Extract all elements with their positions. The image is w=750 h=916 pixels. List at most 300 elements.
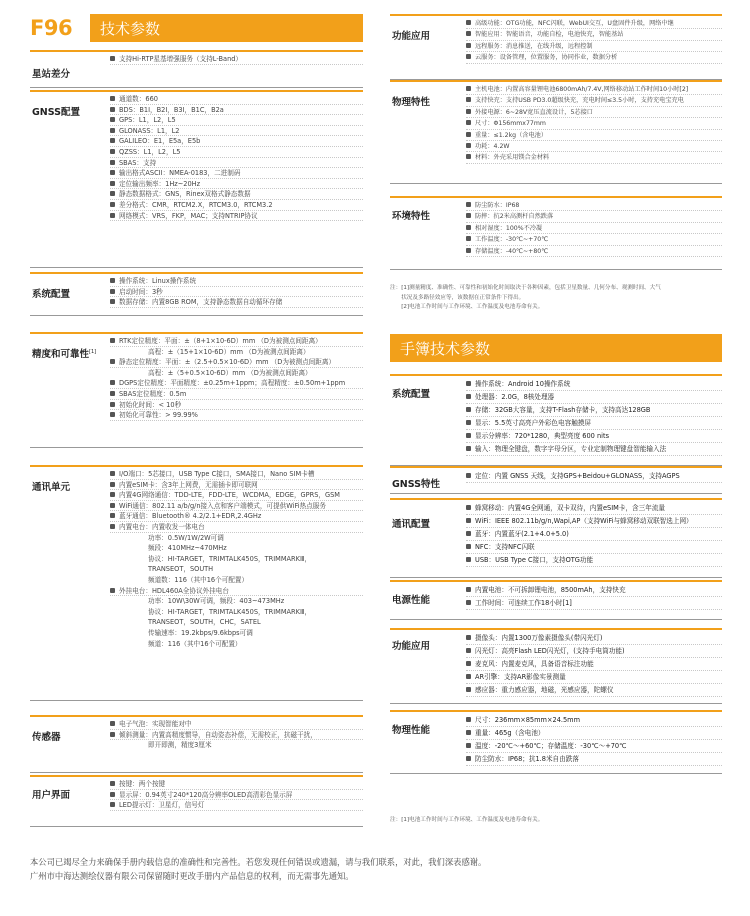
bullet-icon xyxy=(110,503,115,508)
spec-row xyxy=(110,554,363,565)
note-line: [2]电池工作时间与工作环境、工作温度及电池寿命有关。 xyxy=(390,304,544,310)
bullet-icon xyxy=(466,86,471,91)
spec-text: 材料：外壳采用镁合金材料 xyxy=(475,154,550,162)
spec-row xyxy=(110,147,363,158)
spec-section xyxy=(30,465,363,701)
spec-text: 功率：0.5W/1W/2W可调 xyxy=(148,533,224,542)
spec-row xyxy=(466,141,722,152)
section-label xyxy=(392,386,430,400)
spec-text: 定位输出频率：1Hz~20Hz xyxy=(119,179,201,188)
spec-text: 功耗：4.2W xyxy=(475,142,510,150)
bullet-icon xyxy=(466,518,471,523)
bullet-icon xyxy=(110,732,115,737)
spec-row xyxy=(110,378,363,389)
section-top-rule xyxy=(30,465,363,467)
bullet-icon xyxy=(110,721,115,726)
note-line: 状况及多路径效应等，该数据在正常条件下得出。 xyxy=(390,294,525,301)
spec-section xyxy=(390,14,722,80)
spec-row xyxy=(110,336,363,347)
section-label xyxy=(392,722,430,736)
spec-text: 处理器：2.0G，8核处理器 xyxy=(475,393,555,401)
spec-text: WiFi通信：802.11 a/b/g/n接入点和客户端模式，可提供WiFi热点服务 xyxy=(119,501,326,510)
bullet-icon xyxy=(466,248,471,253)
spec-text: 高程：±（5+0.5×10-6D）mm （D为被测点间距离） xyxy=(148,368,312,377)
spec-text: I/O端口：5芯接口，USB Type C接口，SMA接口，Nano SIM卡槽 xyxy=(119,470,315,478)
spec-row xyxy=(466,515,722,528)
spec-row xyxy=(110,617,363,628)
spec-text: 内置4G网络通信：TDD-LTE，FDD-LTE，WCDMA，EDGE，GPRS，GSM xyxy=(119,491,340,500)
spec-text: TRANSEOT，SOUTH，CHC，SATEL xyxy=(148,618,261,627)
bullet-icon xyxy=(110,56,115,61)
spec-text: 工作温度：-30℃~+70℃ xyxy=(475,236,549,244)
bullet-icon xyxy=(466,236,471,241)
spec-section xyxy=(30,775,363,827)
bullet-icon xyxy=(466,225,471,230)
spec-row xyxy=(110,357,363,368)
spec-notes xyxy=(390,284,730,313)
spec-text: 蓝牙：内置蓝牙(2.1+4.0+5.0) xyxy=(475,530,569,538)
bullet-icon xyxy=(110,160,115,165)
spec-text: 重量：465g（含电池） xyxy=(475,729,545,737)
spec-row xyxy=(110,94,363,105)
spec-row xyxy=(466,52,722,63)
spec-row xyxy=(110,779,363,790)
section-rows xyxy=(110,719,363,751)
handbook-note: 注：[1]电池工作时间与工作环境、工作温度及电池寿命有关。 xyxy=(390,817,544,823)
section-label-text: 物理性能 xyxy=(392,725,431,736)
spec-row xyxy=(466,727,722,740)
bullet-icon xyxy=(466,600,471,605)
bullet-icon xyxy=(466,544,471,549)
spec-text: GLONASS：L1，L2 xyxy=(119,126,180,135)
spec-text: LED提示灯：卫星灯，信号灯 xyxy=(119,801,205,810)
section-label xyxy=(32,346,96,360)
spec-text: 功率：10W\30W可调，频段：403~473MHz xyxy=(148,597,285,606)
spec-row xyxy=(466,671,722,684)
spec-row xyxy=(110,469,363,480)
section-label-text: 功能应用 xyxy=(392,641,431,652)
section-bottom-rule xyxy=(390,577,722,578)
spec-row xyxy=(110,126,363,137)
bullet-icon xyxy=(466,97,471,102)
section-bottom-rule xyxy=(30,700,363,701)
section-label xyxy=(32,729,61,743)
bullet-icon xyxy=(466,394,471,399)
disclaimer-footer xyxy=(30,855,730,883)
section-rows xyxy=(466,18,722,64)
section-bottom-rule xyxy=(390,619,722,620)
spec-text: 初始化时间：< 10秒 xyxy=(119,400,182,409)
bullet-icon xyxy=(110,391,115,396)
model-name: F96 xyxy=(30,16,73,40)
spec-text: 高程：±（15+1×10-6D）mm （D为被测点间距离） xyxy=(148,347,310,356)
spec-text: 显示分辨率：720*1280，典型亮度 600 nits xyxy=(475,432,610,440)
spec-row xyxy=(110,522,363,533)
spec-text: NFC：支持NFC闪联 xyxy=(475,543,535,551)
bullet-icon xyxy=(110,802,115,807)
bullet-icon xyxy=(466,143,471,148)
handbook-section xyxy=(390,498,722,578)
spec-row xyxy=(466,391,722,404)
spec-text: TRANSEOT，SOUTH xyxy=(148,565,214,574)
spec-section xyxy=(390,196,722,270)
section-label-text: 精度和可靠性 xyxy=(32,349,90,360)
spec-text: 蓝牙通信：Bluetooth® 4.2/2.1+EDR,2.4GHz xyxy=(119,512,262,521)
section-rows xyxy=(466,470,722,483)
bullet-icon xyxy=(110,96,115,101)
spec-row xyxy=(466,417,722,430)
spec-row xyxy=(466,597,722,610)
spec-text: 输出格式ASCII：NMEA-0183，二进制码 xyxy=(119,169,241,178)
spec-row xyxy=(110,400,363,411)
spec-row xyxy=(110,586,363,597)
section-label xyxy=(392,592,430,606)
section-top-rule xyxy=(30,332,363,334)
bullet-icon xyxy=(466,31,471,36)
bullet-icon xyxy=(110,278,115,283)
spec-section xyxy=(30,50,363,88)
spec-row xyxy=(110,800,363,811)
spec-row xyxy=(466,753,722,766)
bullet-icon xyxy=(110,338,115,343)
spec-row xyxy=(466,130,722,141)
spec-header xyxy=(30,14,363,42)
bullet-icon xyxy=(110,781,115,786)
spec-text: 温度：-20℃～+60℃；存储温度：-30℃～+70℃ xyxy=(475,742,627,750)
section-top-rule xyxy=(30,775,363,777)
spec-text: 重量：≤1.2kg（含电池） xyxy=(475,131,548,139)
bullet-icon xyxy=(466,109,471,114)
spec-row xyxy=(110,543,363,554)
spec-text: 摄像头：内置1300万像素摄像头(带闪光灯) xyxy=(475,634,603,642)
spec-row xyxy=(466,107,722,118)
section-bottom-rule xyxy=(30,826,363,827)
spec-row xyxy=(466,740,722,753)
section-label-text: 通讯配置 xyxy=(392,519,431,530)
spec-text: GPS：L1，L2，L5 xyxy=(119,116,176,125)
spec-row xyxy=(466,118,722,129)
bullet-icon xyxy=(110,471,115,476)
bullet-icon xyxy=(466,20,471,25)
bullet-icon xyxy=(110,191,115,196)
spec-row xyxy=(110,211,363,222)
section-label-text: 物理特性 xyxy=(392,97,431,108)
section-label xyxy=(392,516,430,530)
handbook-section xyxy=(390,710,722,774)
section-label-text: 系统配置 xyxy=(32,289,71,300)
bullet-icon xyxy=(466,531,471,536)
section-bottom-rule xyxy=(390,703,722,704)
section-label-text: 星站差分 xyxy=(32,69,71,80)
bullet-icon xyxy=(110,202,115,207)
section-label-text: 用户界面 xyxy=(32,790,71,801)
spec-row xyxy=(466,84,722,95)
section-label xyxy=(392,476,440,490)
section-rows xyxy=(466,84,722,164)
section-label-text: 环境特性 xyxy=(392,211,431,222)
section-label xyxy=(32,104,80,118)
bullet-icon xyxy=(466,661,471,666)
section-rows xyxy=(466,632,722,697)
spec-section xyxy=(390,80,722,184)
bullet-icon xyxy=(110,380,115,385)
spec-text: 数据存储：内置8GB ROM，支持静态数据自动循环存储 xyxy=(119,298,283,307)
spec-row xyxy=(110,158,363,169)
spec-text: 麦克风：内置麦克风，具备语音标注功能 xyxy=(475,660,594,668)
spec-row xyxy=(466,584,722,597)
spec-text: 定位：内置 GNSS 天线，支持GPS+Beidou+GLONASS，支持AGPS xyxy=(475,472,680,480)
spec-row xyxy=(466,200,722,211)
bullet-icon xyxy=(466,756,471,761)
section-rows xyxy=(110,276,363,308)
spec-text: 防摔：抗2米高测杆自然跌落 xyxy=(475,213,554,221)
section-top-rule xyxy=(390,14,722,16)
spec-row xyxy=(110,105,363,116)
bullet-icon xyxy=(110,299,115,304)
spec-row xyxy=(110,200,363,211)
spec-row xyxy=(466,95,722,106)
spec-row xyxy=(110,276,363,287)
spec-text: 协议：HI-TARGET，TRIMTALK450S，TRIMMARKⅢ， xyxy=(148,607,312,616)
bullet-icon xyxy=(466,420,471,425)
spec-text: 防尘防水：IP68 xyxy=(475,202,520,209)
spec-row xyxy=(466,211,722,222)
section-label xyxy=(32,787,70,801)
bullet-icon xyxy=(110,149,115,154)
spec-text: 网络模式：VRS，FKP，MAC；支持NTRIP协议 xyxy=(119,211,258,220)
spec-row xyxy=(110,639,363,650)
spec-row xyxy=(110,575,363,586)
spec-text: 支持快充：支持USB PD3.0超级快充，充电时间≤3.5小时，支持充电宝充电 xyxy=(475,97,684,105)
bullet-icon xyxy=(466,433,471,438)
section-label xyxy=(392,28,430,42)
section-top-rule xyxy=(390,710,722,712)
spec-text: 云服务：设备管理，位置服务，协同作业，数据分析 xyxy=(475,54,618,62)
spec-row xyxy=(466,645,722,658)
section-label-text: GNSS配置 xyxy=(32,107,81,118)
spec-row xyxy=(110,719,363,730)
spec-row xyxy=(110,533,363,544)
spec-row xyxy=(110,480,363,491)
bullet-icon xyxy=(466,505,471,510)
spec-text: 频道数：116（其中16个可配置） xyxy=(148,575,249,584)
spec-text: 尺寸：Φ156mmx77mm xyxy=(475,120,546,128)
spec-text: AR引擎：支持AR影像实景测量 xyxy=(475,673,566,681)
section-top-rule xyxy=(30,272,363,274)
spec-row xyxy=(110,628,363,639)
spec-row xyxy=(466,430,722,443)
handbook-header xyxy=(390,334,722,362)
spec-text: 操作系统：Linux操作系统 xyxy=(119,277,197,285)
spec-title: 技术参数 xyxy=(90,14,363,42)
spec-text: 即开即测，精度3厘米 xyxy=(148,741,212,750)
bullet-icon xyxy=(466,743,471,748)
spec-text: 操作系统：Android 10操作系统 xyxy=(475,380,571,388)
bullet-icon xyxy=(110,289,115,294)
bullet-icon xyxy=(110,128,115,133)
bullet-icon xyxy=(466,674,471,679)
section-rows xyxy=(466,714,722,766)
bullet-icon xyxy=(110,170,115,175)
section-bottom-rule xyxy=(30,267,363,268)
spec-row xyxy=(110,730,363,741)
handbook-section xyxy=(390,466,722,494)
spec-row xyxy=(466,223,722,234)
spec-row xyxy=(466,152,722,163)
section-bottom-rule xyxy=(390,493,722,494)
section-rows xyxy=(110,54,363,65)
section-rows xyxy=(466,200,722,257)
bullet-icon xyxy=(466,120,471,125)
spec-section xyxy=(30,715,363,773)
footer-line: 广州市中海达测绘仪器有限公司保留随时更改手册内产品信息的权利，而无需事先通知。 xyxy=(30,871,354,881)
bullet-icon xyxy=(110,513,115,518)
bullet-icon xyxy=(110,792,115,797)
section-bottom-rule xyxy=(30,447,363,448)
bullet-icon xyxy=(466,557,471,562)
spec-row xyxy=(110,179,363,190)
spec-row xyxy=(110,389,363,400)
section-rows xyxy=(466,502,722,567)
spec-row xyxy=(110,790,363,801)
spec-row xyxy=(466,378,722,391)
bullet-icon xyxy=(466,213,471,218)
spec-row xyxy=(110,297,363,308)
footer-line: 本公司已竭尽全力来确保手册内载信息的准确性和完善性。若您发现任何错误或遗漏，请与我们联系，对此，我们深表感谢。 xyxy=(30,857,487,867)
spec-text: SBAS：支持 xyxy=(119,158,157,167)
bullet-icon xyxy=(466,446,471,451)
section-bottom-rule xyxy=(30,315,363,316)
bullet-icon xyxy=(110,482,115,487)
bullet-icon xyxy=(466,587,471,592)
section-top-rule xyxy=(390,628,722,630)
spec-row xyxy=(110,54,363,65)
spec-text: 电子气泡：实现智能对中 xyxy=(119,720,192,728)
footnote-marker: [1] xyxy=(89,348,97,355)
bullet-icon xyxy=(110,213,115,218)
section-top-rule xyxy=(390,374,722,376)
section-bottom-rule xyxy=(30,87,363,88)
bullet-icon xyxy=(110,588,115,593)
spec-row xyxy=(466,41,722,52)
spec-row xyxy=(110,136,363,147)
spec-row xyxy=(466,554,722,567)
bullet-icon xyxy=(110,181,115,186)
spec-row xyxy=(110,607,363,618)
spec-text: 内置eSIM卡：含3年上网费，无需插卡即可联网 xyxy=(119,480,258,489)
section-top-rule xyxy=(30,90,363,92)
spec-text: 内置电池：不可拆卸锂电池，8500mAh，支持快充 xyxy=(475,586,626,594)
spec-text: WiFi：IEEE 802.11b/g/n,Wapi,AP（支持WiFi与蜂窝移动双联智选上网） xyxy=(475,517,693,525)
bullet-icon xyxy=(466,54,471,59)
bullet-icon xyxy=(110,107,115,112)
spec-row xyxy=(466,502,722,515)
spec-text: 内置电台：内置收发一体电台 xyxy=(119,522,205,531)
spec-section xyxy=(30,90,363,268)
spec-row xyxy=(110,347,363,358)
section-rows xyxy=(110,469,363,649)
section-top-rule xyxy=(30,50,363,52)
section-rows xyxy=(110,94,363,221)
section-label-text: 系统配置 xyxy=(392,389,431,400)
spec-row xyxy=(110,115,363,126)
spec-text: 外挂电台：HDL460A全协议外挂电台 xyxy=(119,586,229,595)
spec-text: 传输速率：19.2kbps/9.6kbps可调 xyxy=(148,628,253,637)
spec-text: 显示屏：0.94英寸240*120高分辨率OLED高清彩色显示屏 xyxy=(119,790,293,799)
bullet-icon xyxy=(110,524,115,529)
spec-text: 按键：两个按键 xyxy=(119,780,166,788)
spec-text: 显示：5.5英寸高亮户外彩色电容触摸屏 xyxy=(475,419,591,427)
spec-text: RTK定位精度：平面：±（8+1×10-6D）mm （D为被测点间距离） xyxy=(119,337,322,345)
spec-text: QZSS：L1，L2，L5 xyxy=(119,147,181,156)
bullet-icon xyxy=(466,43,471,48)
bullet-icon xyxy=(466,407,471,412)
handbook-section xyxy=(390,580,722,620)
section-label-text: 功能应用 xyxy=(392,31,431,42)
spec-row xyxy=(110,501,363,512)
section-label xyxy=(32,479,70,493)
spec-row xyxy=(110,189,363,200)
section-label-text: 传感器 xyxy=(32,732,61,743)
spec-text: 输入：物理全键盘，数字字母分区，专业定制物理键盘智能输入法 xyxy=(475,445,667,453)
bullet-icon xyxy=(466,730,471,735)
section-label-text: GNSS特性 xyxy=(392,479,441,490)
spec-text: 倾斜测量：内置高精度惯导，自动姿态补偿，无需校正，抗磁干扰， xyxy=(119,730,317,739)
section-top-rule xyxy=(390,196,722,198)
spec-row xyxy=(110,168,363,179)
spec-text: 频段：410MHz~470MHz xyxy=(148,544,227,553)
spec-row xyxy=(466,684,722,697)
bullet-icon xyxy=(466,635,471,640)
bullet-icon xyxy=(110,402,115,407)
spec-text: USB：USB Type C接口，支持OTG功能 xyxy=(475,556,594,564)
spec-text: 相对湿度：100%不冷凝 xyxy=(475,224,543,232)
spec-text: 感应器：重力感应器，地磁，光感应器，陀螺仪 xyxy=(475,686,614,694)
handbook-section xyxy=(390,628,722,704)
section-label-text: 电源性能 xyxy=(392,595,431,606)
handbook-title: 手簿技术参数 xyxy=(390,334,722,362)
spec-row xyxy=(466,404,722,417)
spec-text: 启动时间：3秒 xyxy=(119,287,163,296)
spec-text: 高级功能：OTG功能，NFC闪联，WebUI交互，U盘固件升级，网络中继 xyxy=(475,20,674,27)
spec-text: BDS：B1I，B2I，B3I，B1C，B2a xyxy=(119,105,224,114)
bullet-icon xyxy=(110,117,115,122)
spec-text: SBAS定位精度：0.5m xyxy=(119,389,187,398)
section-label xyxy=(32,286,70,300)
spec-section xyxy=(30,272,363,316)
section-bottom-rule xyxy=(390,773,722,774)
spec-row xyxy=(110,368,363,379)
bullet-icon xyxy=(110,138,115,143)
section-top-rule xyxy=(390,580,722,582)
spec-text: 协议：HI-TARGET，TRIMTALK450S，TRIMMARKⅢ， xyxy=(148,554,312,563)
section-label xyxy=(32,66,70,80)
spec-text: GALILEO：E1，E5a，E5b xyxy=(119,137,201,146)
bullet-icon xyxy=(466,687,471,692)
bullet-icon xyxy=(110,492,115,497)
spec-row xyxy=(466,234,722,245)
note-line: 注：[1]测量精度、准确性、可靠性和初始化时间取决于各种因素，包括卫星数量、几何分布、观测时间、大气 xyxy=(390,285,661,291)
spec-text: 频道：116（其中16个可配置） xyxy=(148,639,242,648)
spec-section xyxy=(30,332,363,448)
spec-text: 主机电池：内置高容量锂电池6800mAh/7.4V,网络移动站工作时间10小时[2] xyxy=(475,86,689,93)
spec-row xyxy=(110,287,363,298)
section-label xyxy=(392,94,430,108)
bullet-icon xyxy=(466,381,471,386)
spec-row xyxy=(466,714,722,727)
spec-text: 工作时间：可连续工作18小时[1] xyxy=(475,599,572,607)
section-bottom-rule xyxy=(390,269,722,270)
